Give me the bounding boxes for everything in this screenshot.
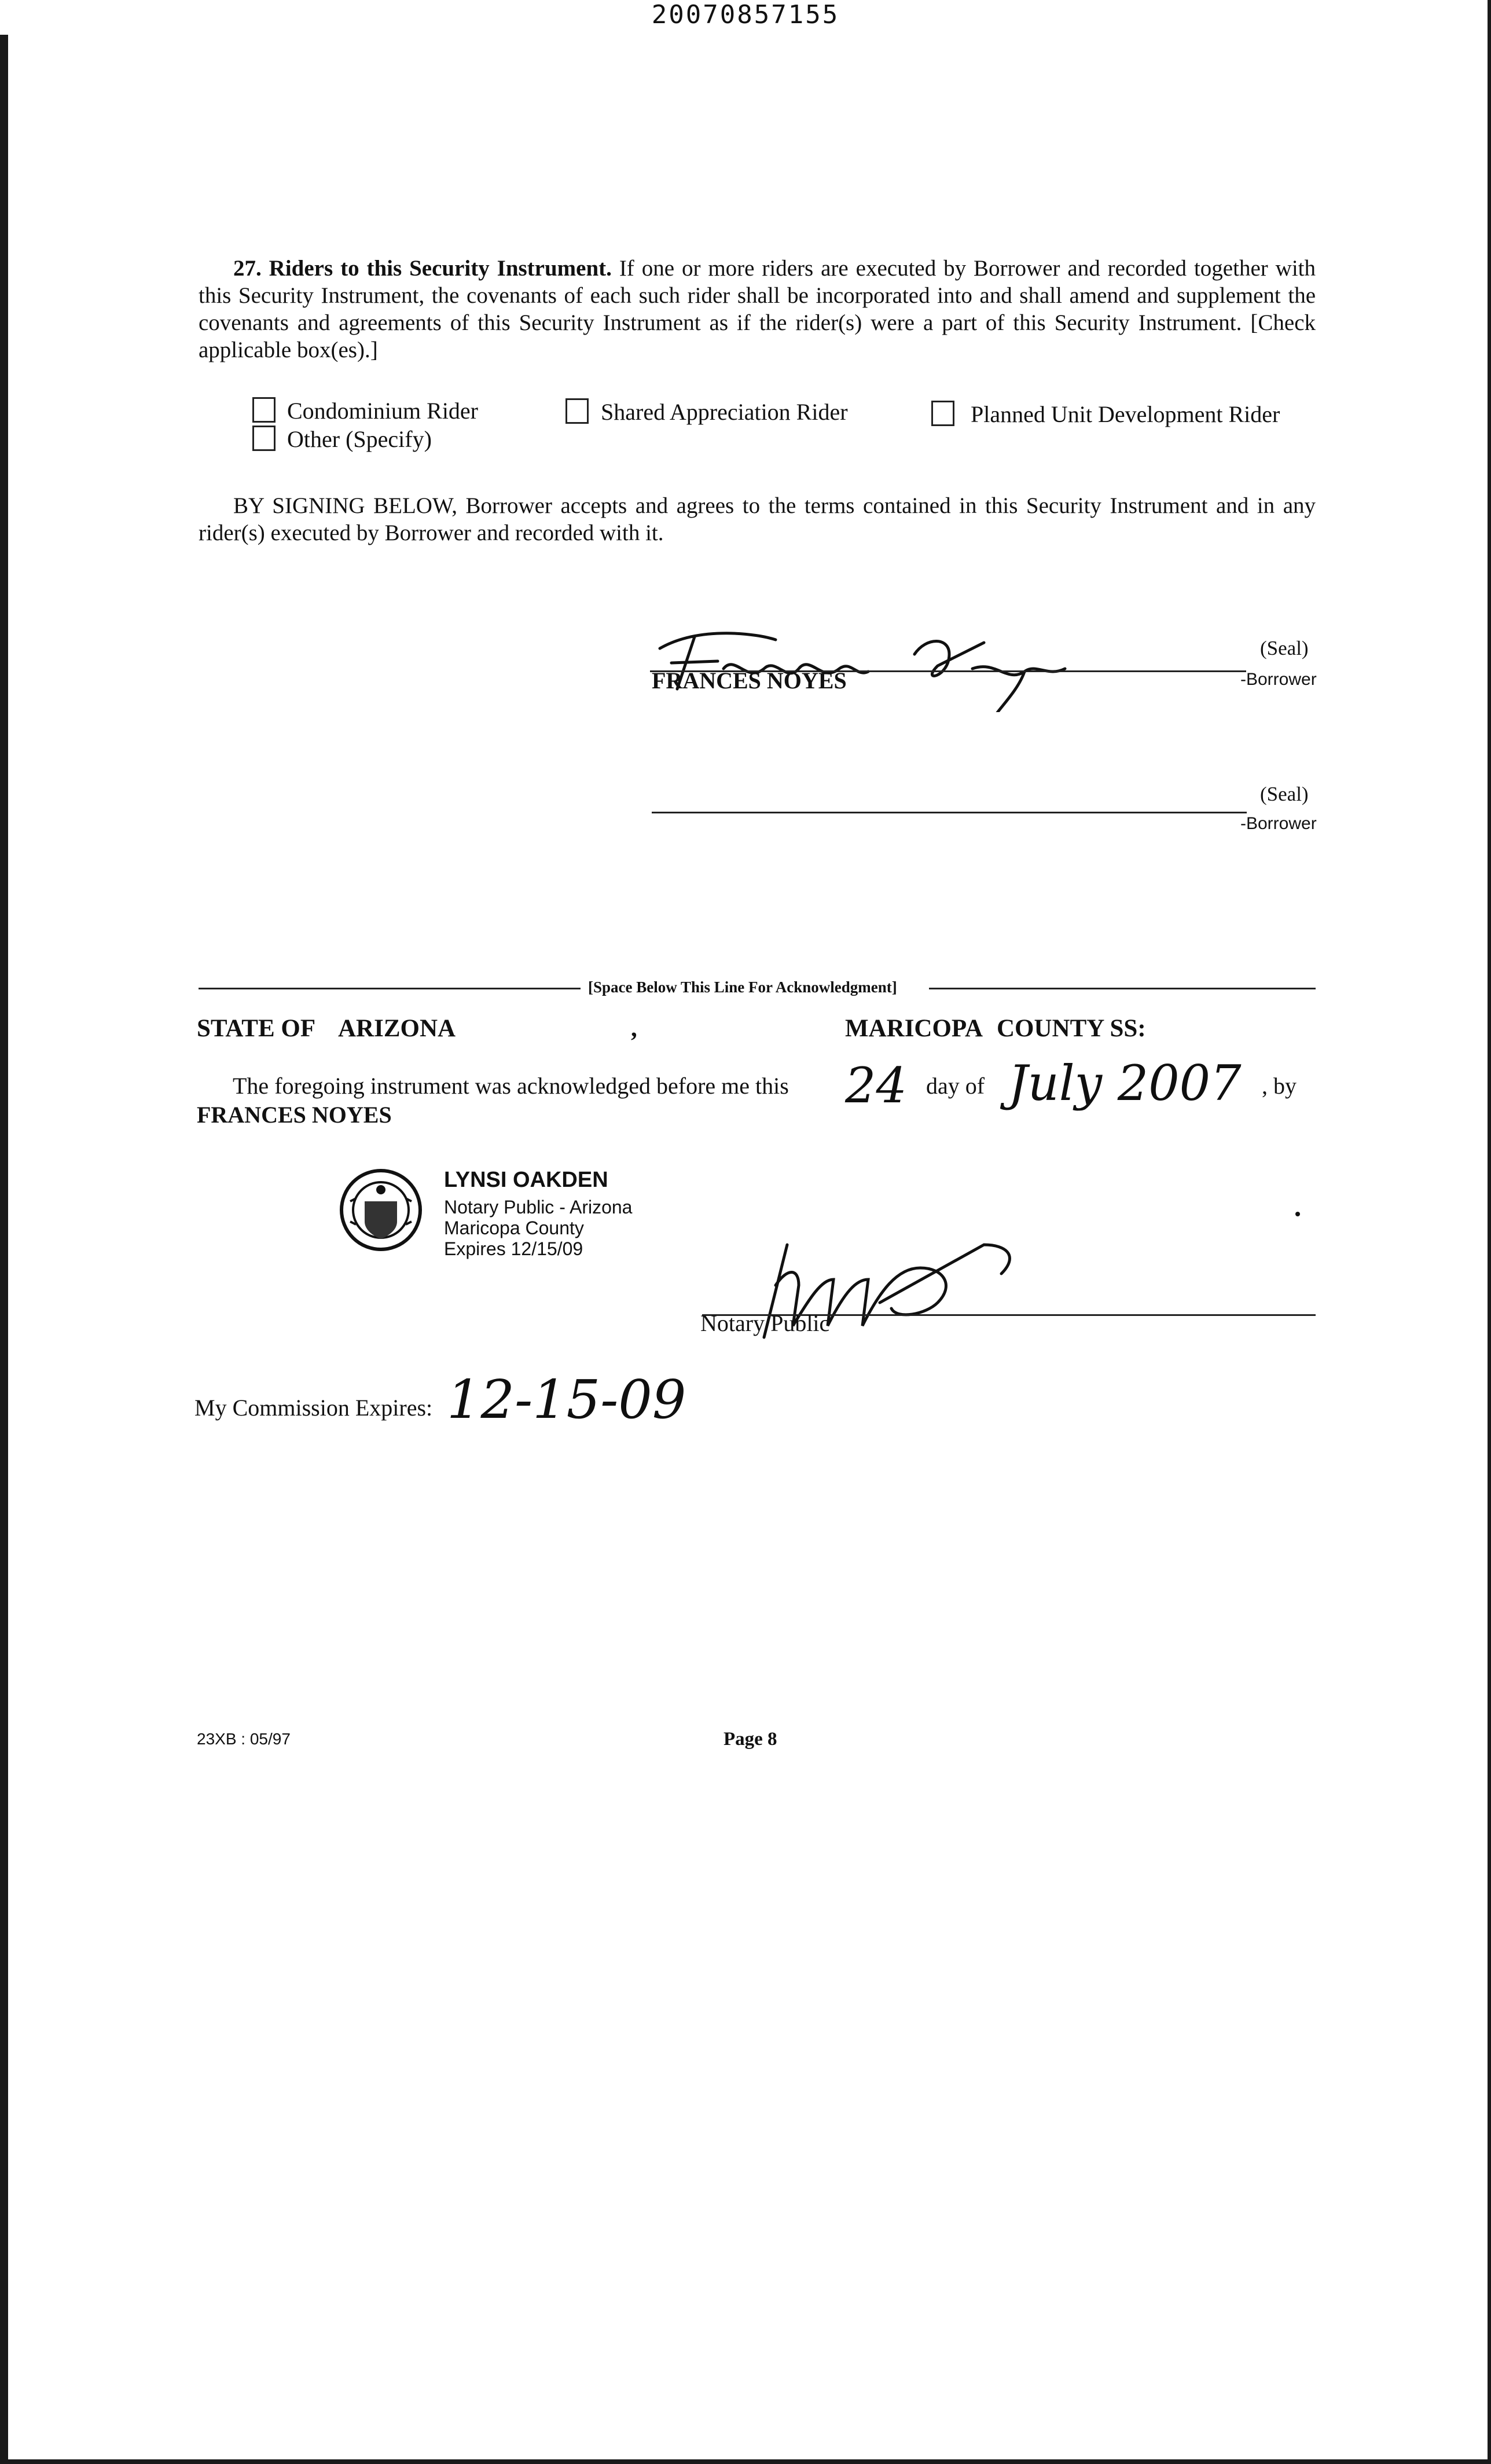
acknowledged-name: FRANCES NOYES [197, 1102, 392, 1128]
form-code: 23XB : 05/97 [197, 1730, 291, 1748]
notary-public-label: Notary Public [700, 1310, 830, 1336]
state-comma: , [631, 1015, 637, 1042]
commission-expires-label: My Commission Expires: [194, 1395, 433, 1421]
borrower-2-signature-line [652, 812, 1247, 813]
notary-stamp-expiration: Expires 12/15/09 [444, 1238, 583, 1259]
signing-statement: BY SIGNING BELOW, Borrower accepts and agrees to the terms contained in this Security Instrument and in any rider(s) executed by Borrower and recorded with it. [199, 493, 1316, 545]
borrower-signature-image [648, 614, 1134, 712]
condominium-rider-checkbox[interactable] [252, 397, 276, 423]
section-heading: Riders to this Security Instrument. [269, 256, 612, 281]
scan-edge-bottom [0, 2459, 1491, 2464]
other-rider-label: Other (Specify) [287, 426, 432, 452]
notary-stamp-name: LYNSI OAKDEN [444, 1168, 608, 1192]
foregoing-statement: The foregoing instrument was acknowledged before me this [233, 1073, 789, 1099]
day-of-label: day of [926, 1073, 985, 1099]
state-label: STATE OF [197, 1015, 316, 1042]
acknowledgment-divider-left [199, 988, 581, 989]
borrower-2-role: -Borrower [1240, 814, 1317, 833]
borrower-2-seal: (Seal) [1260, 783, 1309, 805]
section-number: 27. [233, 256, 262, 281]
scan-edge-left [0, 35, 8, 2464]
acknowledgment-caption: [Space Below This Line For Acknowledgment] [588, 978, 897, 996]
county-value: MARICOPA [845, 1015, 983, 1042]
record-number: 20070857155 [651, 0, 840, 30]
borrower-1-seal: (Seal) [1260, 637, 1309, 659]
borrower-1-role: -Borrower [1240, 670, 1317, 689]
section-27-paragraph [199, 255, 1316, 364]
by-label: , by [1262, 1073, 1297, 1099]
planned-unit-development-rider-checkbox[interactable] [931, 401, 954, 426]
section-body: If one or more riders are executed by Borrower and recorded together with this Security Instrument, the covenants of each such rider shall be incorporated into and shall amend and supplement the covenants and agreements of this Security Instrument as if the rider(s) were a part of this Security Instrument. [Check applicable box(es).] [199, 256, 1316, 362]
notary-stamp-county: Maricopa County [444, 1218, 584, 1238]
planned-unit-development-rider-label: Planned Unit Development Rider [971, 401, 1280, 427]
acknowledgment-day-handwritten: 24 [845, 1057, 907, 1114]
other-rider-checkbox[interactable] [252, 426, 276, 451]
condominium-rider-label: Condominium Rider [287, 398, 478, 424]
page-number: Page 8 [724, 1729, 777, 1750]
state-value: ARIZONA [338, 1015, 456, 1042]
scan-edge-right [1488, 0, 1491, 2464]
acknowledgment-divider-right [929, 988, 1316, 989]
notary-stamp-title: Notary Public - Arizona [444, 1197, 633, 1218]
notary-seal-image [339, 1167, 423, 1253]
borrower-1-name: FRANCES NOYES [652, 668, 847, 694]
shared-appreciation-rider-checkbox[interactable] [565, 398, 589, 424]
stray-dot [1295, 1212, 1300, 1216]
commission-expiration-handwritten: 12-15-09 [447, 1369, 686, 1431]
acknowledgment-month-year-handwritten: July 2007 [1008, 1055, 1242, 1112]
county-label: COUNTY SS: [997, 1015, 1146, 1042]
shared-appreciation-rider-label: Shared Appreciation Rider [601, 399, 848, 425]
